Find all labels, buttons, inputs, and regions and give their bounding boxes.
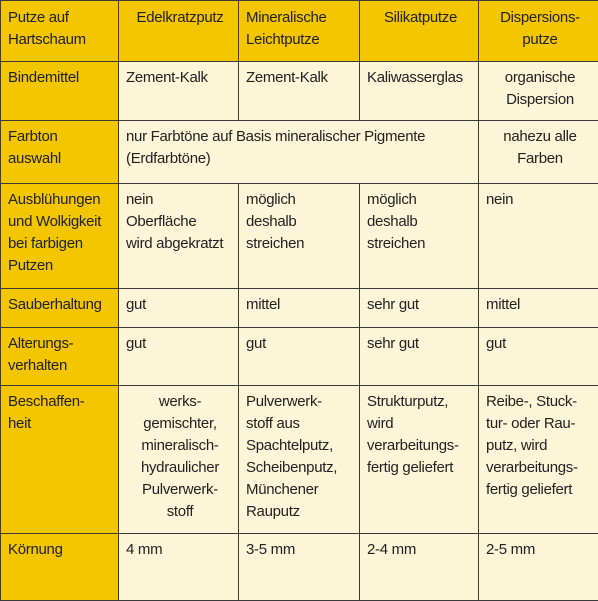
cell-text: 4 mm <box>126 541 162 558</box>
cell-text: sehr gut <box>367 296 419 313</box>
cell-text: werks- gemischter, mineralisch- hydraulicher Pulverwerk- stoff <box>141 393 219 520</box>
cell-text: 3-5 mm <box>246 541 295 558</box>
row-label-cell <box>1 121 119 184</box>
table-cell <box>119 184 239 289</box>
cell-text: gut <box>126 296 146 313</box>
table-cell <box>479 121 598 184</box>
table-cell <box>239 289 360 328</box>
table-row <box>1 386 598 534</box>
cell-text: gut <box>246 335 266 352</box>
table-row <box>1 184 598 289</box>
table-cell <box>479 289 598 328</box>
cell-text: möglich deshalb streichen <box>367 191 425 252</box>
row-label: Körnung <box>8 541 63 558</box>
header-dispersionsputze <box>479 1 598 62</box>
cell-text: Strukturputz, wird verarbeitungs- fertig geliefert <box>367 393 459 476</box>
table-cell <box>119 534 239 601</box>
row-label: Farbton auswahl <box>8 128 61 167</box>
table-cell <box>479 62 598 121</box>
table-row <box>1 534 598 601</box>
table-cell <box>239 534 360 601</box>
header-corner-cell <box>1 1 119 62</box>
header-edelkratzputz <box>119 1 239 62</box>
row-label: Ausblühungen und Wolkigkeit bei farbigen Putzen <box>8 191 101 274</box>
cell-text: organische Dispersion <box>505 69 575 108</box>
cell-text: Kaliwasserglas <box>367 69 463 86</box>
cell-text: Zement-Kalk <box>126 69 208 86</box>
row-label: Sauberhaltung <box>8 296 102 313</box>
cell-text: Zement-Kalk <box>246 69 328 86</box>
cell-text: nur Farbtöne auf Basis mineralischer Pigmente (Erdfarbtöne) <box>126 128 425 167</box>
header-mineralische-leichtputze <box>239 1 360 62</box>
table-row <box>1 62 598 121</box>
row-label-cell <box>1 386 119 534</box>
table-row <box>1 328 598 386</box>
cell-text: Pulverwerk- stoff aus Spachtelputz, Scheibenputz, Münchener Rauputz <box>246 393 337 520</box>
table-cell <box>239 328 360 386</box>
cell-text: gut <box>126 335 146 352</box>
table-cell <box>360 289 479 328</box>
table-row <box>1 121 598 184</box>
cell-text: gut <box>486 335 506 352</box>
cell-text: möglich deshalb streichen <box>246 191 304 252</box>
cell-text: mittel <box>246 296 280 313</box>
header-silikatputze <box>360 1 479 62</box>
cell-text: mittel <box>486 296 520 313</box>
table-cell <box>479 386 598 534</box>
cell-text: nahezu alle Farben <box>503 128 576 167</box>
table-cell <box>239 184 360 289</box>
table-cell-merged <box>119 121 479 184</box>
cell-text: 2-5 mm <box>486 541 535 558</box>
row-label-cell <box>1 534 119 601</box>
row-label-cell <box>1 184 119 289</box>
cell-text: nein <box>486 191 513 208</box>
header-row <box>1 1 598 62</box>
cell-text: nein Oberfläche wird abgekratzt <box>126 191 223 252</box>
table-cell <box>479 184 598 289</box>
table-row <box>1 289 598 328</box>
table-cell <box>119 328 239 386</box>
table-cell <box>360 534 479 601</box>
table-cell <box>479 534 598 601</box>
table-cell <box>239 62 360 121</box>
table-cell <box>119 62 239 121</box>
header-corner-label: Putze auf Hartschaum <box>8 9 86 48</box>
header-label: Edelkratzputz <box>137 9 224 26</box>
cell-text: 2-4 mm <box>367 541 416 558</box>
cell-text: sehr gut <box>367 335 419 352</box>
table-cell <box>239 386 360 534</box>
header-label: Dispersions- putze <box>500 9 580 48</box>
row-label-cell <box>1 328 119 386</box>
table-cell <box>360 328 479 386</box>
row-label: Alterungs- verhalten <box>8 335 73 374</box>
table-cell <box>479 328 598 386</box>
table-cell <box>360 62 479 121</box>
header-label: Mineralische Leichtputze <box>246 9 327 48</box>
header-label: Silikatputze <box>384 9 457 26</box>
table-cell <box>119 289 239 328</box>
row-label: Bindemittel <box>8 69 79 86</box>
cell-text: Reibe-, Stuck- tur- oder Rau- putz, wird verarbeitungs- fertig geliefert <box>486 393 578 498</box>
row-label-cell <box>1 62 119 121</box>
row-label: Beschaffen- heit <box>8 393 84 432</box>
table-cell <box>360 386 479 534</box>
row-label-cell <box>1 289 119 328</box>
table-cell <box>360 184 479 289</box>
table-cell <box>119 386 239 534</box>
